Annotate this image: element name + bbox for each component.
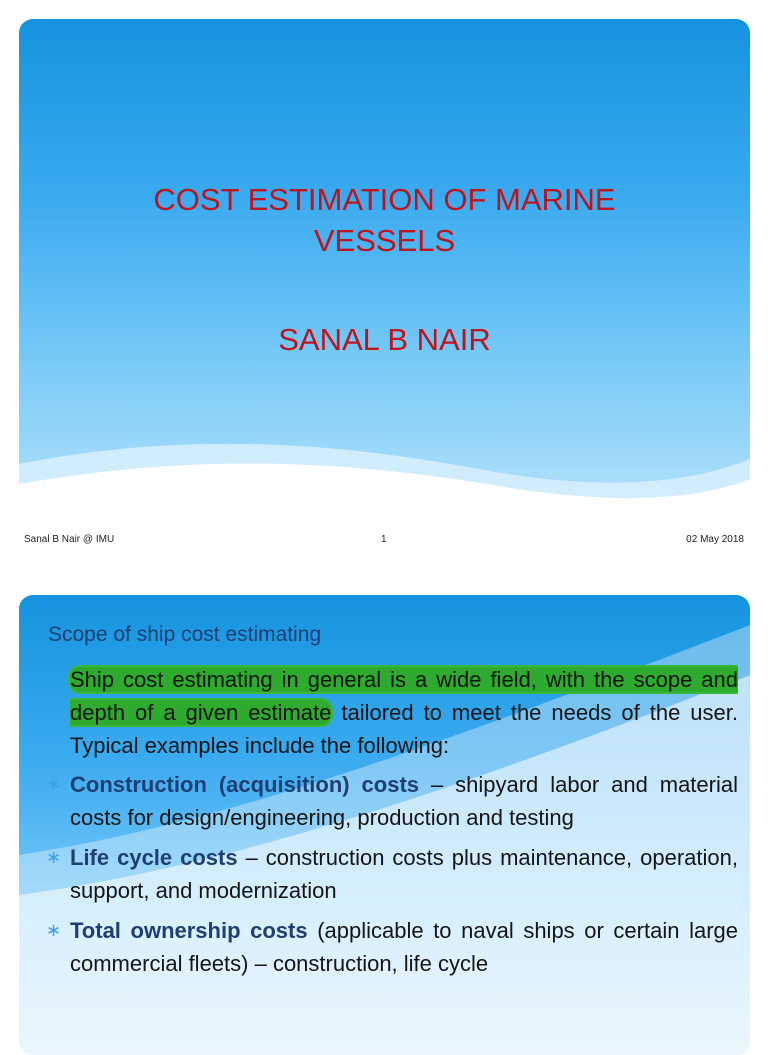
list-item-term: Construction (acquisition) costs	[70, 772, 420, 797]
presentation-title	[19, 179, 750, 261]
title-line-1: COST ESTIMATION OF MARINE	[153, 182, 616, 217]
slide-body	[46, 663, 739, 987]
author-name: SANAL B NAIR	[278, 322, 491, 357]
cost-type-list	[46, 768, 738, 980]
intro-text: tailored to meet the needs of the user. Typical examples include the following:	[70, 700, 739, 758]
list-item	[46, 914, 738, 980]
asterisk-bullet-icon: ∗	[46, 847, 62, 867]
wave-decoration	[19, 414, 750, 524]
page-number: 1	[381, 534, 387, 545]
title-line-2: VESSELS	[313, 223, 456, 258]
asterisk-bullet-icon: ∗	[46, 920, 62, 940]
footer-date: 02 May 2018	[686, 534, 744, 545]
list-item-desc: – construction costs plus maintenance, operation, support, and modernization	[70, 845, 738, 903]
slide-heading: Scope of ship cost estimating	[48, 623, 322, 646]
list-item-desc: – shipyard labor and material costs for design/engineering, production and testing	[70, 772, 738, 830]
list-item-term: Life cycle costs	[70, 845, 238, 870]
list-item-term: Total ownership costs	[70, 918, 308, 943]
content-slide	[19, 595, 750, 1055]
highlighted-text: Ship cost estimating in general is a wide field, with the scope and depth of a given estimate	[70, 667, 738, 725]
list-item-desc: (applicable to naval ships or certain large commercial fleets) – construction, life cycle	[70, 918, 738, 976]
slide-footer	[0, 530, 768, 550]
list-item	[46, 841, 738, 907]
asterisk-bullet-icon: ∗	[46, 774, 62, 794]
intro-paragraph	[70, 663, 738, 762]
title-slide	[19, 19, 750, 524]
list-item	[46, 768, 738, 834]
footer-author: Sanal B Nair @ IMU	[24, 534, 115, 545]
